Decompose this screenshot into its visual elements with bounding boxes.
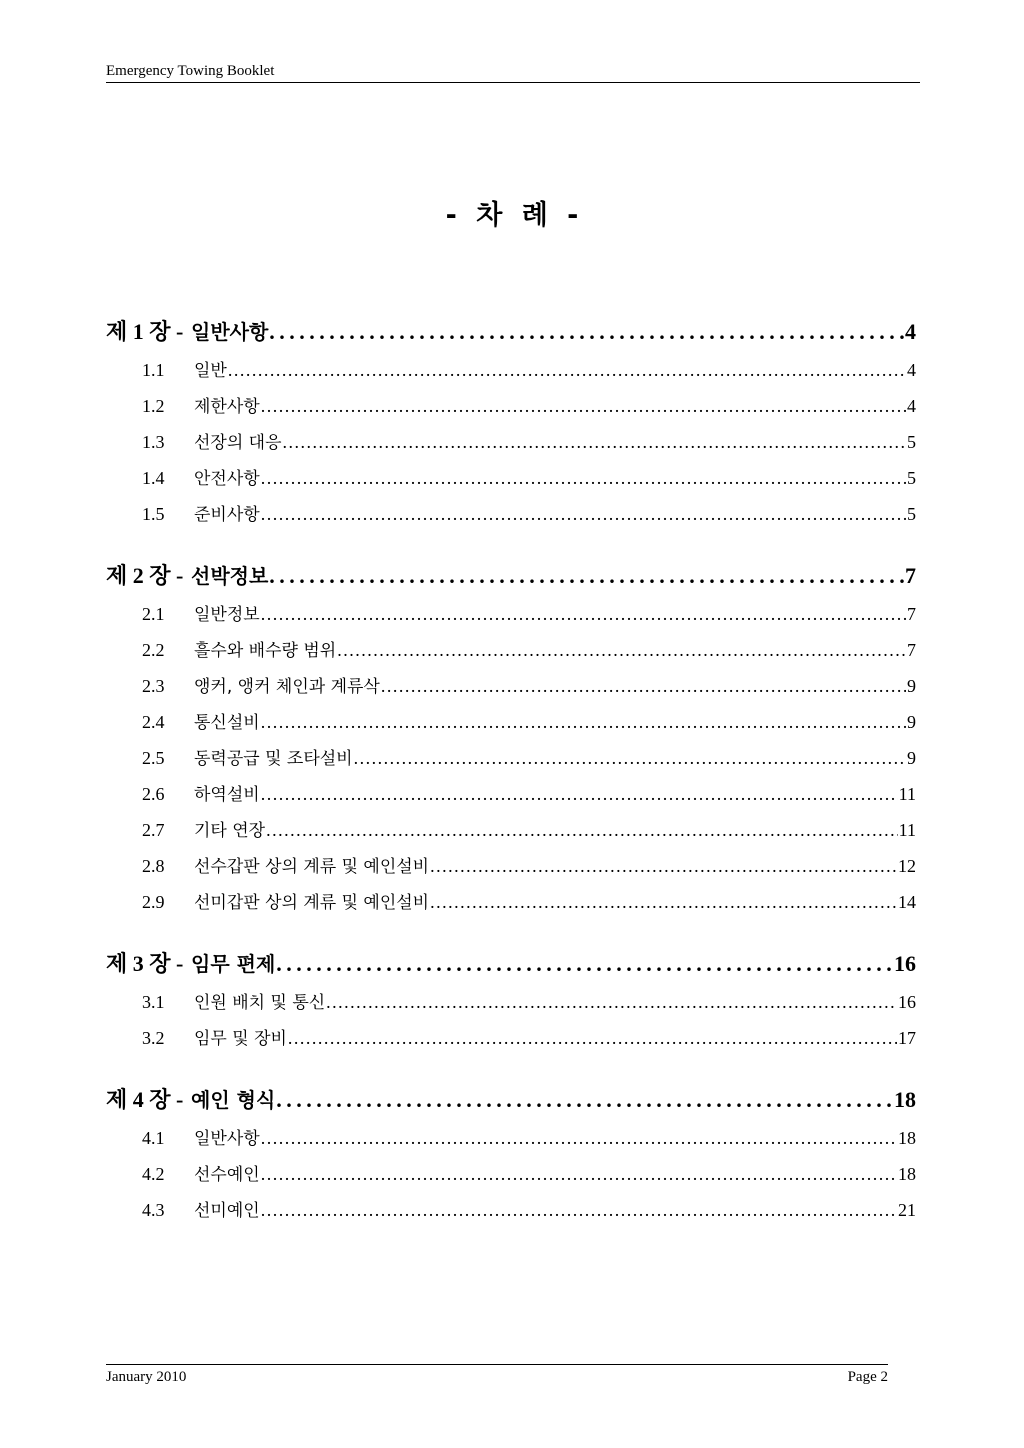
section-title: 선미갑판 상의 계류 및 예인설비 xyxy=(194,893,430,913)
section-number: 4.1 xyxy=(142,1128,165,1148)
section-page: 11 xyxy=(898,820,916,840)
section-number: 4.3 xyxy=(142,1200,165,1220)
toc-chapter-entry[interactable] xyxy=(106,944,916,984)
chapter-title: 선박정보 xyxy=(191,564,269,588)
toc-section-entry[interactable] xyxy=(106,740,916,776)
toc-chapter xyxy=(106,312,916,532)
section-page: 11 xyxy=(898,784,916,804)
section-page: 5 xyxy=(907,432,916,452)
dot-leader xyxy=(430,884,897,920)
section-number: 2.8 xyxy=(142,856,165,876)
section-title: 안전사항 xyxy=(194,469,260,489)
dot-leader xyxy=(261,1120,897,1156)
section-title: 통신설비 xyxy=(194,713,260,733)
dot-leader xyxy=(269,556,904,596)
toc-section-entry[interactable] xyxy=(106,984,916,1020)
dot-leader xyxy=(283,424,906,460)
dot-leader xyxy=(228,352,906,388)
section-number: 2.3 xyxy=(142,676,165,696)
section-title: 일반사항 xyxy=(194,1129,260,1149)
section-title: 동력공급 및 조타설비 xyxy=(194,749,353,769)
toc-section-entry[interactable] xyxy=(106,1192,916,1228)
toc-section-entry[interactable] xyxy=(106,632,916,668)
section-title: 준비사항 xyxy=(194,505,260,525)
section-title: 하역설비 xyxy=(194,785,260,805)
toc-section-entry[interactable] xyxy=(106,848,916,884)
section-page: 4 xyxy=(907,360,916,380)
toc-chapter-entry[interactable] xyxy=(106,1080,916,1120)
section-title: 선미예인 xyxy=(194,1201,260,1221)
section-number: 4.2 xyxy=(142,1164,165,1184)
section-page: 5 xyxy=(907,468,916,488)
section-number: 2.2 xyxy=(142,640,165,660)
section-number: 2.4 xyxy=(142,712,165,732)
dot-leader xyxy=(261,496,906,532)
section-title: 앵커, 앵커 체인과 계류삭 xyxy=(194,677,380,697)
dot-leader xyxy=(261,1192,897,1228)
toc-section-entry[interactable] xyxy=(106,1120,916,1156)
footer-date: January 2010 xyxy=(106,1369,187,1385)
section-number: 1.5 xyxy=(142,504,165,524)
page-header xyxy=(106,62,920,83)
toc-chapter xyxy=(106,556,916,920)
section-number: 1.1 xyxy=(142,360,165,380)
section-page: 4 xyxy=(907,396,916,416)
chapter-page: 16 xyxy=(894,951,916,976)
section-page: 21 xyxy=(898,1200,916,1220)
dot-leader xyxy=(430,848,897,884)
toc-section-entry[interactable] xyxy=(106,704,916,740)
section-title: 기타 연장 xyxy=(194,821,266,841)
toc-section-entry[interactable] xyxy=(106,884,916,920)
section-page: 9 xyxy=(907,748,916,768)
toc-section-entry[interactable] xyxy=(106,776,916,812)
chapter-number: 제 4 장 - xyxy=(106,1087,184,1112)
section-number: 1.4 xyxy=(142,468,165,488)
section-title: 임무 및 장비 xyxy=(194,1029,287,1049)
chapter-page: 7 xyxy=(905,563,916,588)
section-title: 제한사항 xyxy=(194,397,260,417)
dot-leader xyxy=(261,776,898,812)
dot-leader xyxy=(266,812,898,848)
section-page: 9 xyxy=(907,712,916,732)
section-number: 2.1 xyxy=(142,604,165,624)
section-title: 인원 배치 및 통신 xyxy=(194,993,326,1013)
dot-leader xyxy=(288,1020,897,1056)
dot-leader xyxy=(269,312,904,352)
section-title: 선장의 대응 xyxy=(194,433,282,453)
section-page: 16 xyxy=(898,992,916,1012)
chapter-title: 예인 형식 xyxy=(191,1088,276,1112)
toc-section-entry[interactable] xyxy=(106,352,916,388)
section-number: 1.2 xyxy=(142,396,165,416)
dot-leader xyxy=(354,740,906,776)
chapter-page: 4 xyxy=(905,319,916,344)
section-number: 3.1 xyxy=(142,992,165,1012)
toc-chapter xyxy=(106,1080,916,1228)
section-title: 일반정보 xyxy=(194,605,260,625)
dot-leader xyxy=(261,460,906,496)
toc-section-entry[interactable] xyxy=(106,596,916,632)
section-title: 선수갑판 상의 계류 및 예인설비 xyxy=(194,857,430,877)
section-number: 2.5 xyxy=(142,748,165,768)
chapter-number: 제 2 장 - xyxy=(106,563,184,588)
toc-chapter-entry[interactable] xyxy=(106,312,916,352)
section-number: 2.7 xyxy=(142,820,165,840)
page-footer xyxy=(106,1364,888,1386)
dot-leader xyxy=(276,1080,893,1120)
toc-section-entry[interactable] xyxy=(106,1156,916,1192)
section-page: 14 xyxy=(898,892,916,912)
section-page: 12 xyxy=(898,856,916,876)
section-page: 18 xyxy=(898,1164,916,1184)
table-of-contents xyxy=(106,312,916,1252)
dot-leader xyxy=(261,388,906,424)
section-title: 흘수와 배수량 범위 xyxy=(194,641,337,661)
section-title: 일반 xyxy=(194,361,227,381)
toc-section-entry[interactable] xyxy=(106,668,916,704)
toc-section-entry[interactable] xyxy=(106,496,916,532)
toc-section-entry[interactable] xyxy=(106,460,916,496)
chapter-title: 임무 편제 xyxy=(191,952,276,976)
dot-leader xyxy=(261,704,906,740)
footer-page-number: Page 2 xyxy=(847,1369,888,1385)
section-number: 2.6 xyxy=(142,784,165,804)
dot-leader xyxy=(326,984,897,1020)
toc-section-entry[interactable] xyxy=(106,812,916,848)
dot-leader xyxy=(261,1156,897,1192)
chapter-number: 제 1 장 - xyxy=(106,319,184,344)
toc-section-entry[interactable] xyxy=(106,388,916,424)
toc-chapter xyxy=(106,944,916,1056)
chapter-title: 일반사항 xyxy=(191,320,269,344)
toc-section-entry[interactable] xyxy=(106,1020,916,1056)
chapter-page: 18 xyxy=(894,1087,916,1112)
section-page: 5 xyxy=(907,504,916,524)
section-page: 18 xyxy=(898,1128,916,1148)
header-title: Emergency Towing Booklet xyxy=(106,63,275,79)
toc-chapter-entry[interactable] xyxy=(106,556,916,596)
section-page: 7 xyxy=(907,604,916,624)
chapter-number: 제 3 장 - xyxy=(106,951,184,976)
section-title: 선수예인 xyxy=(194,1165,260,1185)
toc-section-entry[interactable] xyxy=(106,424,916,460)
section-number: 1.3 xyxy=(142,432,165,452)
section-page: 7 xyxy=(907,640,916,660)
section-number: 2.9 xyxy=(142,892,165,912)
dot-leader xyxy=(381,668,906,704)
section-page: 17 xyxy=(898,1028,916,1048)
dot-leader xyxy=(276,944,893,984)
toc-title: - 차 례 - xyxy=(445,200,579,231)
section-page: 9 xyxy=(907,676,916,696)
dot-leader xyxy=(261,596,906,632)
dot-leader xyxy=(337,632,906,668)
section-number: 3.2 xyxy=(142,1028,165,1048)
